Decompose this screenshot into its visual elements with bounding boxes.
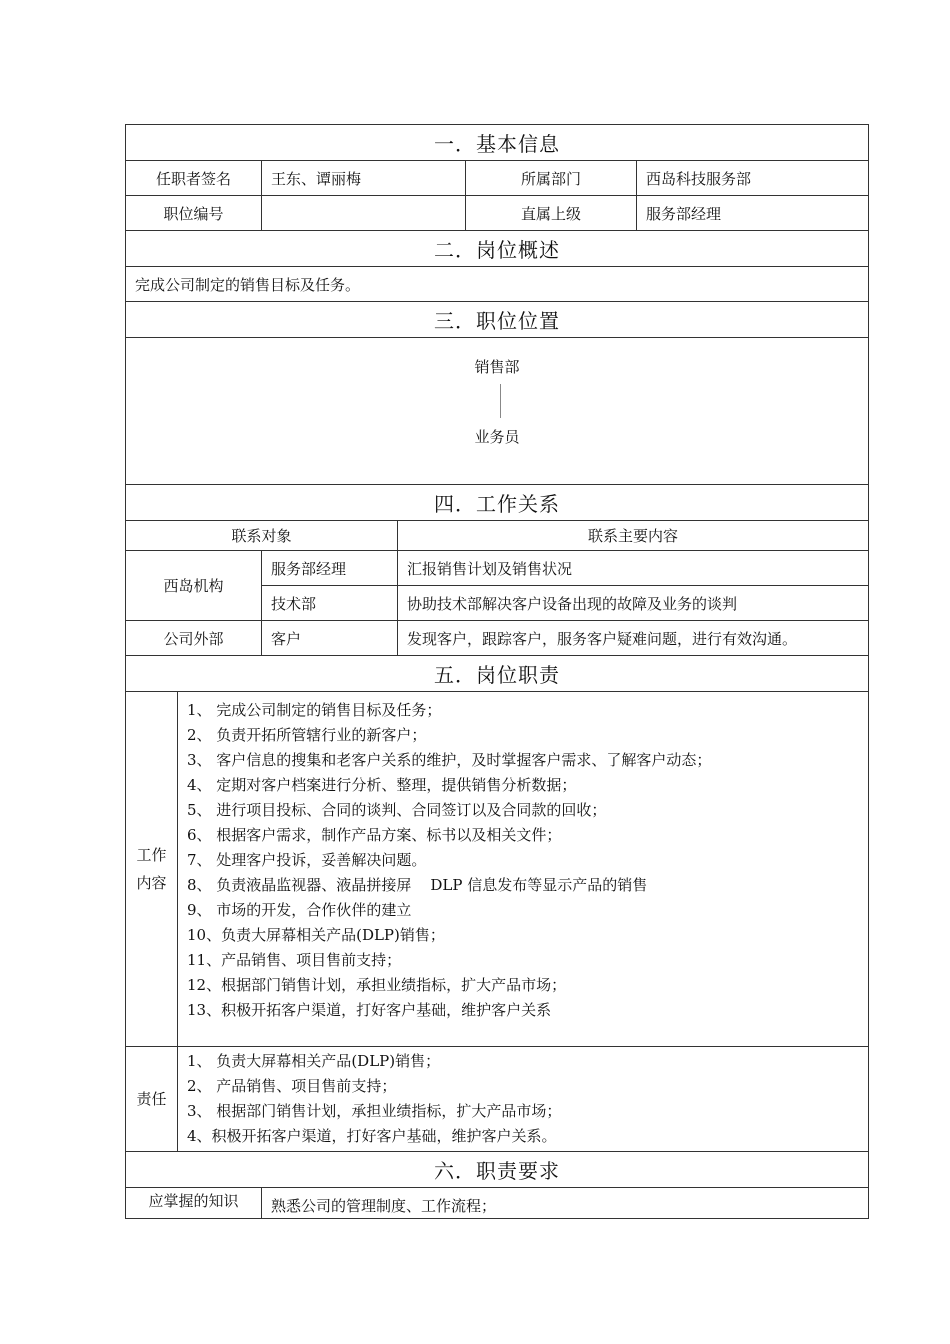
- signer-label: 任职者签名: [126, 161, 262, 196]
- responsibility-list: [178, 1047, 869, 1152]
- relation-content: 汇报销售计划及销售状况: [398, 551, 869, 586]
- knowledge-value: 熟悉公司的管理制度、工作流程；: [262, 1188, 869, 1219]
- job-table: [125, 124, 869, 1219]
- supervisor-value: 服务部经理: [637, 196, 869, 231]
- work-item: 8、 负责液晶监视器、液晶拼接屏 DLP 信息发布等显示产品的销售: [187, 876, 648, 894]
- work-item: 10、负责大屏幕相关产品(DLP)销售；: [187, 926, 445, 944]
- work-item: 3、 客户信息的搜集和老客户关系的维护，及时掌握客户需求、了解客户动态；: [187, 751, 712, 769]
- relation-target: 技术部: [262, 586, 398, 621]
- relations-group-internal: 西岛机构: [126, 551, 262, 621]
- section-title-relations: 四．工作关系: [126, 485, 869, 521]
- work-content-list: [178, 692, 869, 1047]
- relation-target: 客户: [262, 621, 398, 656]
- section-title-position: 三．职位位置: [126, 302, 869, 338]
- resp-item: 4、积极开拓客户渠道，打好客户基础，维护客户关系。: [187, 1127, 557, 1145]
- org-node-sales-dept: 销售部: [474, 358, 520, 376]
- work-label-line1: 工作: [136, 846, 167, 864]
- resp-item: 3、 根据部门销售计划，承担业绩指标，扩大产品市场；: [187, 1102, 562, 1120]
- work-item: 7、 处理客户投诉，妥善解决问题。: [187, 851, 427, 869]
- work-item: 11、产品销售、项目售前支持；: [187, 951, 402, 969]
- work-item: 5、 进行项目投标、合同的谈判、合同签订以及合同款的回收；: [187, 801, 607, 819]
- work-label-line2: 内容: [136, 874, 167, 892]
- department-label: 所属部门: [466, 161, 637, 196]
- signer-value: 王东、谭丽梅: [262, 161, 466, 196]
- work-item: 2、 负责开拓所管辖行业的新客户；: [187, 726, 427, 744]
- work-item: 13、积极开拓客户渠道，打好客户基础，维护客户关系: [187, 1001, 552, 1019]
- job-description-form: [125, 124, 868, 1219]
- department-value: 西岛科技服务部: [637, 161, 869, 196]
- position-number-label: 职位编号: [126, 196, 262, 231]
- section-title-basic-info: 一．基本信息: [126, 125, 869, 161]
- work-item: 9、 市场的开发，合作伙伴的建立: [187, 901, 412, 919]
- relation-content: 协助技术部解决客户设备出现的故障及业务的谈判: [398, 586, 869, 621]
- relation-target: 服务部经理: [262, 551, 398, 586]
- org-connector-line: [500, 384, 501, 418]
- overview-text: 完成公司制定的销售目标及任务。: [126, 267, 869, 302]
- resp-item: 2、 产品销售、项目售前支持；: [187, 1077, 397, 1095]
- section-title-overview: 二．岗位概述: [126, 231, 869, 267]
- org-chart: [126, 338, 869, 485]
- relations-group-external: 公司外部: [126, 621, 262, 656]
- work-item: 1、 完成公司制定的销售目标及任务；: [187, 701, 442, 719]
- responsibility-label: 责任: [126, 1047, 178, 1152]
- section-title-requirements: 六．职责要求: [126, 1152, 869, 1188]
- work-item: 12、根据部门销售计划，承担业绩指标，扩大产品市场；: [187, 976, 567, 994]
- work-content-label: [126, 692, 178, 1047]
- relation-content: 发现客户，跟踪客户，服务客户疑难问题，进行有效沟通。: [398, 621, 869, 656]
- position-number-value: [262, 196, 466, 231]
- work-item: 6、 根据客户需求，制作产品方案、标书以及相关文件；: [187, 826, 562, 844]
- supervisor-label: 直属上级: [466, 196, 637, 231]
- relations-col-content: 联系主要内容: [398, 521, 869, 551]
- section-title-duties: 五．岗位职责: [126, 656, 869, 692]
- resp-item: 1、 负责大屏幕相关产品(DLP)销售；: [187, 1052, 441, 1070]
- relations-col-target: 联系对象: [126, 521, 398, 551]
- org-node-salesperson: 业务员: [474, 428, 520, 446]
- work-item: 4、 定期对客户档案进行分析、整理，提供销售分析数据；: [187, 776, 577, 794]
- knowledge-label: 应掌握的知识: [126, 1188, 262, 1219]
